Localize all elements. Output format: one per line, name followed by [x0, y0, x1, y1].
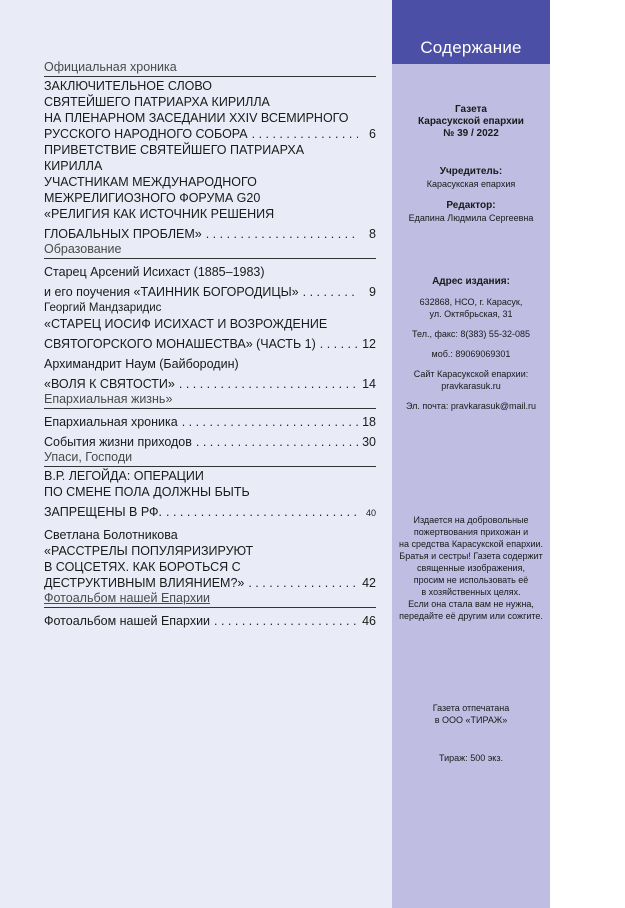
editor-label: Редактор:	[446, 200, 496, 211]
circulation-info	[392, 752, 550, 764]
entry-title: СВЯТОГОРСКОГО МОНАШЕСТВА» (ЧАСТЬ 1)	[44, 337, 316, 351]
toc-line[interactable]: ЗАКЛЮЧИТЕЛЬНОЕ СЛОВО	[44, 79, 213, 93]
toc-line[interactable]: В СОЦСЕТЯХ. КАК БОРОТЬСЯ С	[44, 560, 241, 574]
toc-entry[interactable]	[44, 613, 376, 629]
notice-line: передайте её другим или сожгите.	[399, 611, 543, 621]
entry-title: и его поучения «ТАИННИК БОГОРОДИЦЫ»	[44, 285, 299, 299]
entry-title: РУССКОГО НАРОДНОГО СОБОРА	[44, 127, 248, 141]
newspaper-name: Газета	[455, 104, 487, 115]
entry-title: ГЛОБАЛЬНЫХ ПРОБЛЕМ»	[44, 227, 202, 241]
entry-title: «ВОЛЯ К СВЯТОСТИ»	[44, 377, 175, 391]
address-line: 632868, НСО, г. Карасук,	[419, 297, 523, 307]
page-number: 14	[362, 377, 376, 391]
toc-line[interactable]: Старец Арсений Исихаст (1885–1983)	[44, 265, 265, 279]
entry-title: Епархиальная хроника	[44, 415, 178, 429]
leader-dots	[196, 434, 358, 450]
entry-author: Архимандрит Наум (Байбородин)	[44, 357, 239, 371]
page-number: 9	[369, 285, 376, 299]
entry-title: Фотоальбом нашей Епархии	[44, 614, 211, 628]
toc-line[interactable]: НА ПЛЕНАРНОМ ЗАСЕДАНИИ XXIV ВСЕМИРНОГО	[44, 111, 349, 125]
notice-line: священные изображения,	[417, 563, 525, 573]
site-label: Сайт Карасукской епархии:	[413, 369, 529, 379]
founder-info	[392, 166, 550, 190]
leader-dots	[303, 284, 358, 300]
printing-info	[392, 702, 550, 726]
phone: Тел., факс: 8(383) 55-32-085	[412, 329, 530, 339]
entry-title: ДЕСТРУКТИВНЫМ ВЛИЯНИЕМ?»	[44, 576, 245, 590]
section-heading-photo-album: Фотоальбом нашей Епархии	[44, 591, 376, 608]
newspaper-info	[392, 104, 550, 140]
notice-line: Братья и сестры! Газета содержит	[399, 551, 543, 561]
founder-value: Карасукская епархия	[426, 179, 516, 189]
leader-dots	[320, 336, 358, 352]
site-link[interactable]: pravkarasuk.ru	[441, 381, 501, 391]
editor-value: Едапина Людмила Сергеевна	[408, 213, 534, 223]
toc-line[interactable]: В.Р. ЛЕГОЙДА: ОПЕРАЦИИ	[44, 469, 204, 483]
notice-line: Если она стала вам не нужна,	[408, 599, 534, 609]
page-number: 46	[362, 614, 376, 628]
toc-line[interactable]: СВЯТЕЙШЕГО ПАТРИАРХА КИРИЛЛА	[44, 95, 270, 109]
toc-entry[interactable]	[44, 414, 376, 430]
toc-line[interactable]: ПРИВЕТСТВИЕ СВЯТЕЙШЕГО ПАТРИАРХА	[44, 143, 305, 157]
toc-entry[interactable]	[44, 504, 376, 521]
page-number: 18	[362, 415, 376, 429]
leader-dots	[214, 613, 358, 629]
page-number: 6	[369, 127, 376, 141]
entry-title: События жизни приходов	[44, 435, 192, 449]
entry-author: Светлана Болотникова	[44, 528, 178, 542]
leader-dots	[252, 126, 358, 142]
publication-notice	[392, 514, 550, 622]
toc-entry[interactable]	[44, 575, 376, 591]
toc-entry[interactable]	[44, 126, 376, 142]
page-number: 12	[362, 337, 376, 351]
notice-line: в хозяйственных целях.	[421, 587, 521, 597]
newspaper-issue: № 39 / 2022	[443, 128, 499, 139]
printed-line: в ООО «ТИРАЖ»	[434, 715, 508, 725]
notice-line: просим не использовать её	[413, 575, 529, 585]
section-heading-education: Образование	[44, 242, 376, 259]
leader-dots	[206, 226, 358, 242]
page-number: 30	[362, 435, 376, 449]
address-line: ул. Октябрьская, 31	[429, 309, 513, 319]
leader-dots	[166, 504, 358, 520]
notice-line: пожертвования прихожан и	[413, 527, 529, 537]
toc-line[interactable]: «СТАРЕЦ ИОСИФ ИСИХАСТ И ВОЗРОЖДЕНИЕ	[44, 317, 328, 331]
toc-line[interactable]: КИРИЛЛА	[44, 159, 103, 173]
toc-entry[interactable]	[44, 284, 376, 300]
section-heading-save-us-lord: Упаси, Господи	[44, 450, 376, 467]
editor-info	[392, 200, 550, 224]
page-number: 40	[365, 508, 376, 518]
toc-entry[interactable]	[44, 336, 376, 352]
leader-dots	[179, 376, 358, 392]
email[interactable]: Эл. почта: pravkarasuk@mail.ru	[406, 401, 536, 411]
toc-entry[interactable]	[44, 376, 376, 392]
page-number: 8	[369, 227, 376, 241]
entry-title: ЗАПРЕЩЕНЫ В РФ.	[44, 505, 163, 519]
address-label: Адрес издания:	[432, 276, 510, 287]
leader-dots	[248, 575, 358, 591]
toc-line[interactable]: УЧАСТНИКАМ МЕЖДУНАРОДНОГО	[44, 175, 257, 189]
toc-line[interactable]: МЕЖРЕЛИГИОЗНОГО ФОРУМА G20	[44, 191, 261, 205]
founder-label: Учредитель:	[439, 166, 503, 177]
sidebar-title: Содержание	[392, 0, 550, 64]
notice-line: Издается на добровольные	[413, 515, 529, 525]
notice-line: на средства Карасукской епархии.	[398, 539, 544, 549]
section-heading-official: Официальная хроника	[44, 60, 376, 77]
toc-entry[interactable]	[44, 434, 376, 450]
table-of-contents	[44, 60, 376, 629]
page-number: 42	[362, 576, 376, 590]
newspaper-diocese: Карасукской епархии	[418, 116, 524, 127]
toc-line[interactable]: «РАССТРЕЛЫ ПОПУЛЯРИЗИРУЮТ	[44, 544, 254, 558]
mobile: моб.: 89069069301	[431, 349, 511, 359]
leader-dots	[182, 414, 358, 430]
address-info	[392, 276, 550, 412]
toc-line[interactable]: «РЕЛИГИЯ КАК ИСТОЧНИК РЕШЕНИЯ	[44, 207, 275, 221]
section-heading-diocesan-life: Епархиальная жизнь»	[44, 392, 376, 409]
printed-line: Газета отпечатана	[432, 703, 510, 713]
toc-entry[interactable]	[44, 226, 376, 242]
entry-author: Георгий Мандзаридис	[44, 302, 162, 314]
circulation: Тираж: 500 экз.	[439, 753, 503, 763]
toc-line[interactable]: ПО СМЕНЕ ПОЛА ДОЛЖНЫ БЫТЬ	[44, 485, 250, 499]
